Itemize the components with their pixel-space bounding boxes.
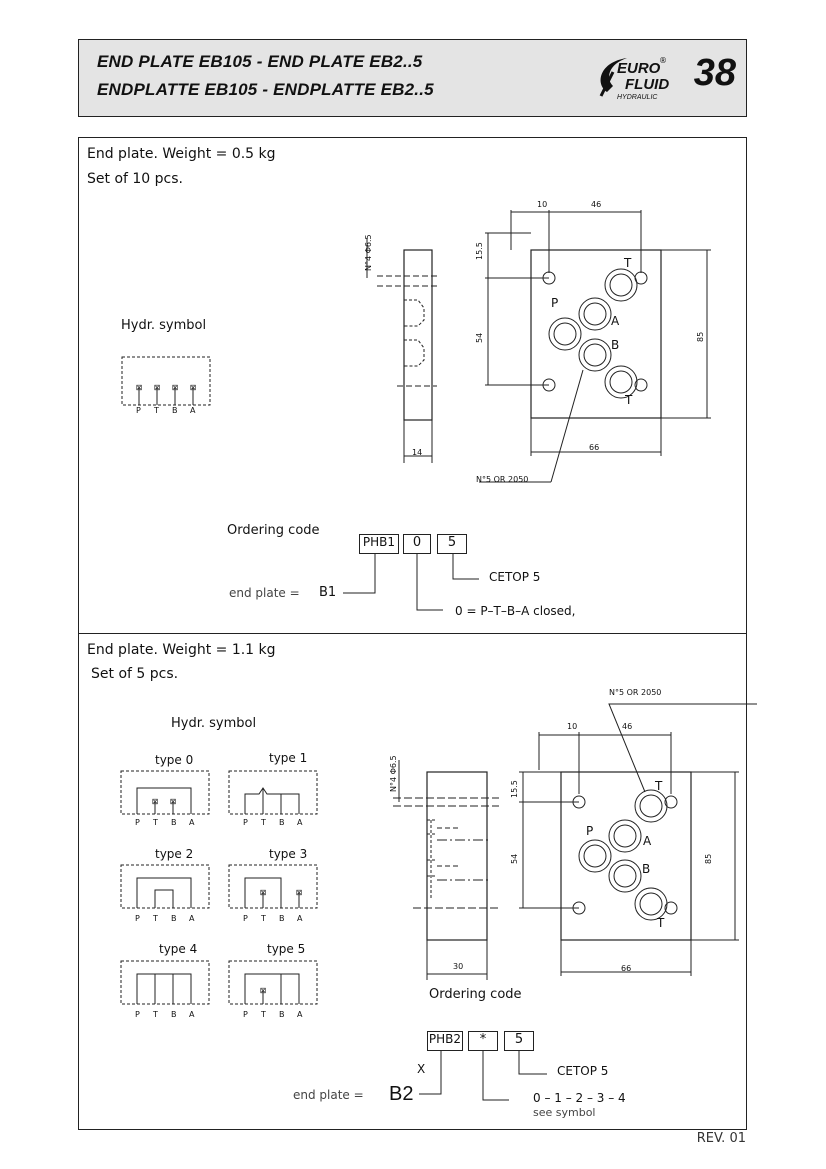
svg-text:⊠: ⊠ [259,888,267,897]
svg-text:⊠: ⊠ [295,888,303,897]
legend-options: 0 – 1 – 2 – 3 – 4 [533,1091,626,1105]
section-eb105: End plate. Weight = 0.5 kg Set of 10 pcs. Hydr. symbol ⊠ ⊠ ⊠ ⊠ P T B A N°4 Φ6.5 14 10 46 15.5 54 85 66 N°5 OR 2050 P A B T T Ordering code PHB1 0 5 CETOP 5 end plate = B1 0 = P–T–B–A closed, [78,137,747,634]
hydr-symbol-label: Hydr. symbol [121,318,207,333]
svg-text:⊠: ⊠ [135,383,143,392]
svg-text:⊠: ⊠ [171,383,179,392]
code-box-variant: 0 [403,534,431,554]
hydr-symbol-label: Hydr. symbol [171,716,257,731]
title-line-1: END PLATE EB105 - END PLATE EB2..5 [97,52,423,71]
legend-cetop: CETOP 5 [557,1064,609,1078]
weight-text: End plate. Weight = 1.1 kg [87,642,276,658]
set-text: Set of 10 pcs. [87,171,183,187]
ordering-code-label: Ordering code [429,987,522,1002]
ordering-code-label: Ordering code [227,523,320,538]
code-box-variant: * [468,1031,498,1051]
legend-end-value: B2 [389,1083,414,1105]
page-header [78,39,747,117]
ordering-lines-2 [79,634,739,1131]
svg-text:⊠: ⊠ [153,383,161,392]
side-width-dim: 14 [412,448,423,457]
svg-text:⊠: ⊠ [169,797,177,806]
code-box-prefix: PHB2 [427,1031,463,1051]
page-number: 38 [693,52,736,94]
hole-dim: N°4 Φ6.5 [389,755,398,792]
side-width-dim: 30 [453,962,464,971]
ordering-lines-1 [79,138,739,635]
svg-text:⊠: ⊠ [259,986,267,995]
svg-text:⊠: ⊠ [189,383,197,392]
section-eb2-5: End plate. Weight = 1.1 kg Set of 5 pcs. Hydr. symbol ⊠ ⊠ ⊠ ⊠ ⊠ type 0 type 1 type 2 type 3 type 4 type 5 P T B A P T B A P T B A P T B A P T B A P T B A N°4 Φ6.5 30 N°5 OR 2050 10 46 15.5 54 85 66 P A B T T Ordering code PHB2 * 5 X CETOP 5 end plate = B2 0 – 1 – 2 – 3 – 4 see symbol [78,633,747,1130]
svg-text:⊠: ⊠ [151,797,159,806]
oring-label: N°5 OR 2050 [609,688,662,697]
legend-cetop: CETOP 5 [489,570,541,584]
title-line-2: ENDPLATTE EB105 - ENDPLATTE EB2..5 [97,80,434,99]
code-box-cetop: 5 [437,534,467,554]
code-box-cetop: 5 [504,1031,534,1051]
oring-label: N°5 OR 2050 [476,475,529,484]
legend-closed: 0 = P–T–B–A closed, [455,604,576,618]
set-text: Set of 5 pcs. [91,666,179,682]
code-box-prefix: PHB1 [359,534,399,554]
hole-dim: N°4 Φ6.5 [364,234,373,271]
revision-label: REV. 01 [696,1131,746,1146]
weight-text: End plate. Weight = 0.5 kg [87,146,276,162]
eurofluid-logo: EURO ® FLUID HYDRAULIC [587,52,687,112]
legend-end-value: B1 [319,585,337,600]
legend-see-symbol: see symbol [533,1106,596,1119]
